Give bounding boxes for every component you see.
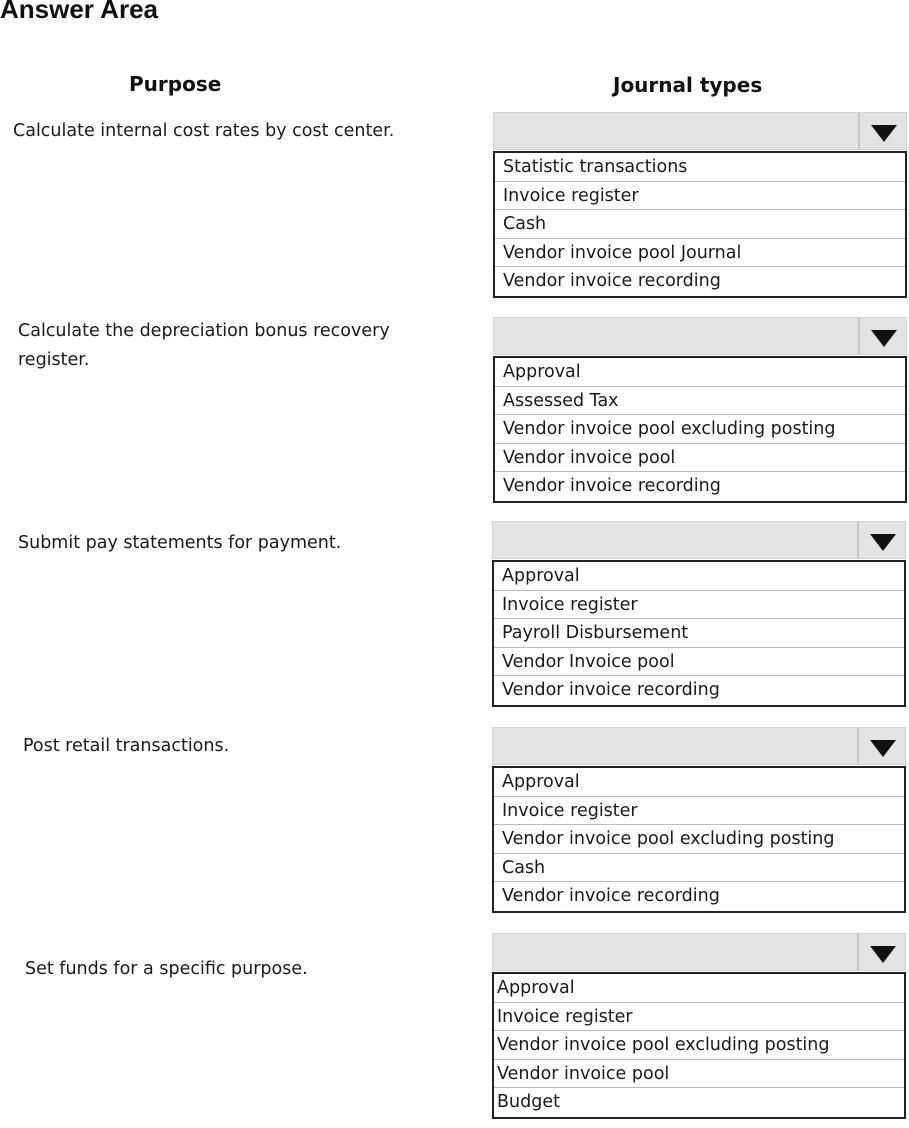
dropdown-options-list xyxy=(492,766,906,913)
answer-area-title: Answer Area xyxy=(0,0,158,24)
dropdown-option[interactable]: Payroll Disbursement xyxy=(494,619,904,648)
dropdown-option[interactable]: Vendor invoice pool excluding posting xyxy=(494,1031,904,1060)
dropdown-option[interactable]: Vendor invoice recording xyxy=(502,680,720,700)
dropdown-option[interactable]: Vendor invoice recording xyxy=(503,476,721,496)
dropdown-option[interactable]: Approval xyxy=(494,974,904,1003)
journal-type-dropdown[interactable] xyxy=(493,317,907,503)
purpose-text: Set funds for a specific purpose. xyxy=(25,959,308,979)
journal-type-dropdown[interactable] xyxy=(492,933,906,1119)
triangle-down-icon[interactable] xyxy=(857,728,905,764)
journal-type-dropdown[interactable] xyxy=(493,112,907,298)
triangle-down-icon[interactable] xyxy=(858,318,906,354)
dropdown-option[interactable]: Invoice register xyxy=(494,1003,904,1032)
purpose-text: Post retail transactions. xyxy=(23,736,230,756)
dropdown-option[interactable]: Cash xyxy=(495,210,905,239)
dropdown-option[interactable]: Vendor invoice pool excluding posting xyxy=(494,825,904,854)
dropdown-option[interactable]: Cash xyxy=(494,854,904,883)
dropdown-select-box[interactable] xyxy=(492,521,906,559)
dropdown-option[interactable]: Vendor invoice pool Journal xyxy=(495,239,905,268)
dropdown-option[interactable]: Vendor invoice pool excluding posting xyxy=(495,415,905,444)
dropdown-option[interactable]: Vendor invoice pool xyxy=(495,444,905,473)
purpose-header: Purpose xyxy=(129,72,222,96)
dropdown-option[interactable]: Approval xyxy=(494,768,904,797)
dropdown-option[interactable]: Approval xyxy=(495,358,905,387)
triangle-down-icon[interactable] xyxy=(858,113,906,149)
triangle-down-icon[interactable] xyxy=(857,934,905,970)
dropdown-option[interactable]: Approval xyxy=(494,562,904,591)
dropdown-option[interactable]: Vendor Invoice pool xyxy=(494,648,904,677)
journal-type-dropdown[interactable] xyxy=(492,727,906,913)
journal-types-header: Journal types xyxy=(613,73,763,97)
dropdown-select-box[interactable] xyxy=(492,727,906,765)
dropdown-option[interactable]: Vendor invoice pool xyxy=(494,1060,904,1089)
purpose-text: Calculate internal cost rates by cost center. xyxy=(13,121,395,141)
purpose-text: Calculate the depreciation bonus recovery register. xyxy=(18,321,390,370)
journal-type-dropdown[interactable] xyxy=(492,521,906,707)
dropdown-option[interactable]: Vendor invoice recording xyxy=(502,886,720,906)
dropdown-option[interactable]: Statistic transactions xyxy=(495,153,905,182)
dropdown-options-list xyxy=(492,972,906,1119)
dropdown-select-box[interactable] xyxy=(493,112,907,150)
triangle-down-icon[interactable] xyxy=(857,522,905,558)
dropdown-option[interactable]: Invoice register xyxy=(495,182,905,211)
dropdown-options-list xyxy=(493,356,907,503)
dropdown-select-box[interactable] xyxy=(492,933,906,971)
dropdown-option[interactable]: Vendor invoice recording xyxy=(503,271,721,291)
dropdown-options-list xyxy=(493,151,907,298)
purpose-text: Submit pay statements for payment. xyxy=(18,533,342,553)
dropdown-option[interactable]: Budget xyxy=(497,1092,560,1112)
dropdown-options-list xyxy=(492,560,906,707)
dropdown-option[interactable]: Invoice register xyxy=(494,797,904,826)
dropdown-option[interactable]: Assessed Tax xyxy=(495,387,905,416)
dropdown-select-box[interactable] xyxy=(493,317,907,355)
dropdown-option[interactable]: Invoice register xyxy=(494,591,904,620)
